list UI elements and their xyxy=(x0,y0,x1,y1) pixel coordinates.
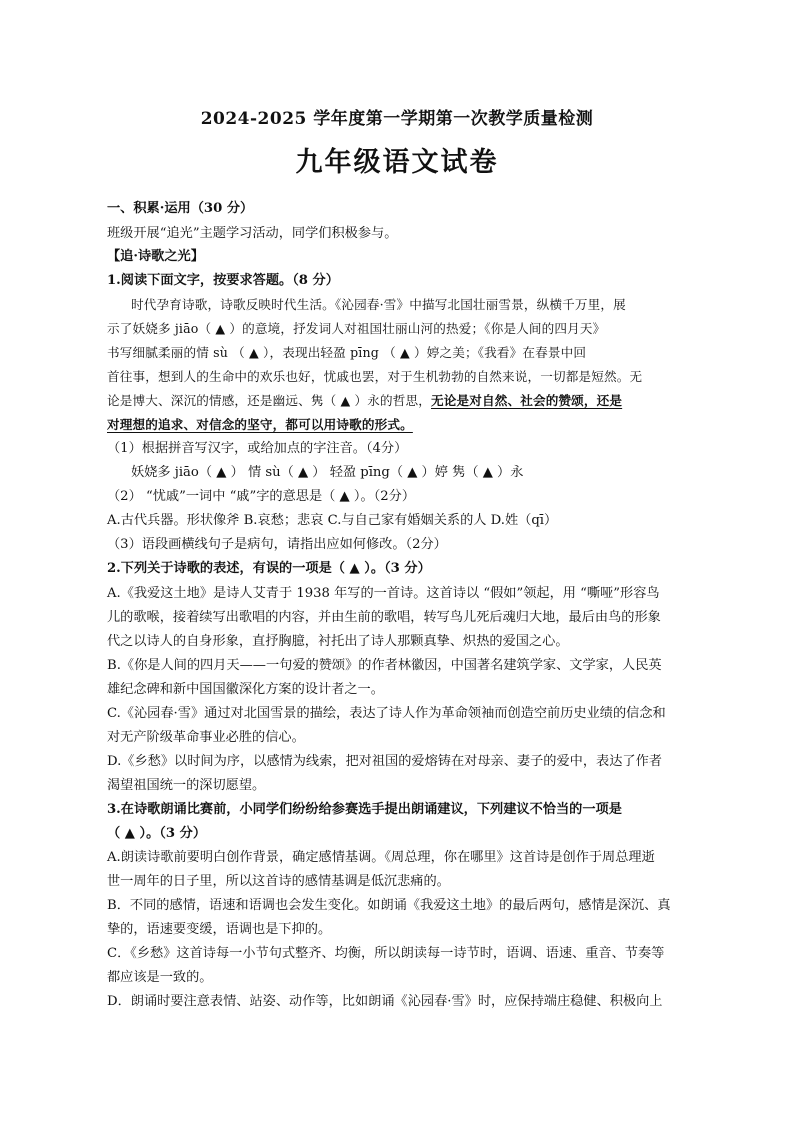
sub-question-2: （2） “忧戚”一词中 “戚”字的意思是（ ▲ ）。（2分） xyxy=(107,489,416,504)
question-3-stem-continued: （ ▲ ）。（3 分） xyxy=(107,826,207,841)
question-2-option-line: B.《你是人间的四月天——一句爱的赞颂》的作者林徽因，中国著名建筑学家、文学家，人民英 xyxy=(107,658,662,673)
question-2-option-line: 雄纪念碑和新中国国徽深化方案的设计者之一。 xyxy=(107,682,384,697)
question-2-option-line: 渴望祖国统一的深切愿望。 xyxy=(107,778,266,793)
question-3-option-line: B．不同的感情，语速和语调也会发生变化。如朗诵《我爱这土地》的最后两句，感情是深沉、真 xyxy=(107,898,671,913)
exam-subtitle: 2024-2025 学年度第一学期第一次教学质量检测 xyxy=(200,109,594,129)
question-2-option-line: D.《乡愁》以时间为序，以感情为线索，把对祖国的爱熔铸在对母亲、妻子的爱中，表达了作者 xyxy=(107,754,662,769)
question-3-option-line: 世一周年的日子里，所以这首诗的感情基调是低沉悲痛的。 xyxy=(107,874,450,889)
passage-line: 时代孕育诗歌，诗歌反映时代生活。《沁园春·雪》中描写北国壮丽雪景，纵横千万里，展 xyxy=(131,297,626,312)
question-1-stem: 1.阅读下面文字，按要求答题。（8 分） xyxy=(107,273,339,288)
underlined-sentence-part: 对理想的追求、对信念的坚守，都可以用诗歌的形式。 xyxy=(107,417,413,432)
question-3-option-line: D．朗诵时要注意表情、站姿、动作等，比如朗诵《沁园春·雪》时，应保持端庄稳健、积极向上 xyxy=(107,994,663,1009)
passage-text: 论是博大、深沉的情感，还是幽远、隽（ ▲ ）永的哲思， xyxy=(107,393,431,408)
passage-line: 书写细腻柔丽的情 sù （ ▲ ），表现出轻盈 pīng （ ▲ ）婷之美；《我看》在春景中回 xyxy=(107,345,587,360)
section-heading: 一、积累·运用（30 分） xyxy=(107,201,254,216)
question-3-option-line: C．《乡愁》这首诗每一小节句式整齐、均衡，所以朗读每一诗节时，语调、语速、重音、节奏等 xyxy=(107,946,665,961)
question-2-option-line: 儿的歌喉，接着续写出歌唱的内容，并由生前的歌唱，转写鸟儿死后魂归大地，最后由鸟的形象 xyxy=(107,610,661,625)
section-intro: 班级开展“追光”主题学习活动，同学们积极参与。 xyxy=(107,226,398,241)
question-3-option-line: 都应该是一致的。 xyxy=(107,970,213,985)
passage-line: 示了妖娆多 jiāo（ ▲ ）的意境，抒发词人对祖国壮丽山河的热爱；《你是人间的四月天》 xyxy=(107,321,606,336)
question-3-option-line: A.朗读诗歌前要明白创作背景，确定感情基调。《周总理，你在哪里》这首诗是创作于周总理逝 xyxy=(107,850,655,865)
question-2-option-line: C.《沁园春·雪》通过对北国雪景的描绘，表达了诗人作为革命领袖而创造空前历史业绩的信念和 xyxy=(107,706,666,721)
sub-question-1-answers: 妖娆多 jiāo（ ▲ ） 情 sù（ ▲ ） 轻盈 pīng（ ▲ ）婷 隽（ ▲ ）永 xyxy=(131,465,524,480)
question-3-option-line: 挚的，语速要变缓，语调也是下抑的。 xyxy=(107,922,332,937)
underlined-sentence-part: 无论是对自然、社会的赞颂，还是 xyxy=(431,393,623,408)
sub-question-2-options: A.古代兵器。形状像斧 B.哀愁；悲哀 C.与自己家有婚姻关系的人 D.姓（qī） xyxy=(107,513,558,528)
question-2-option-line: A.《我爱这土地》是诗人艾青于 1938 年写的一首诗。这首诗以 “假如”领起，用 “嘶哑”形容鸟 xyxy=(107,586,660,601)
passage-line: 首往事，想到人的生命中的欢乐也好，忧戚也罢，对于生机勃勃的自然来说，一切都是短然。无 xyxy=(107,369,643,384)
question-2-stem: 2.下列关于诗歌的表述，有误的一项是（ ▲ ）。（3 分） xyxy=(107,561,431,576)
question-2-option-line: 对无产阶级革命事业必胜的信心。 xyxy=(107,730,305,745)
question-2-option-line: 代之以诗人的自身形象，直抒胸臆，衬托出了诗人那颗真挚、炽热的爱国之心。 xyxy=(107,634,569,649)
exam-title: 九年级语文试卷 xyxy=(295,147,499,178)
sub-heading: 【追·诗歌之光】 xyxy=(107,249,204,264)
passage-line xyxy=(107,392,697,410)
sub-question-1: （1）根据拼音写汉字，或给加点的字注音。（4分） xyxy=(107,441,408,456)
sub-question-3: （3）语段画横线句子是病句，请指出应如何修改。（2分） xyxy=(107,537,447,552)
question-3-stem: 3.在诗歌朗诵比赛前，小同学们纷纷给参赛选手提出朗诵建议，下列建议不恰当的一项是 xyxy=(107,802,622,817)
